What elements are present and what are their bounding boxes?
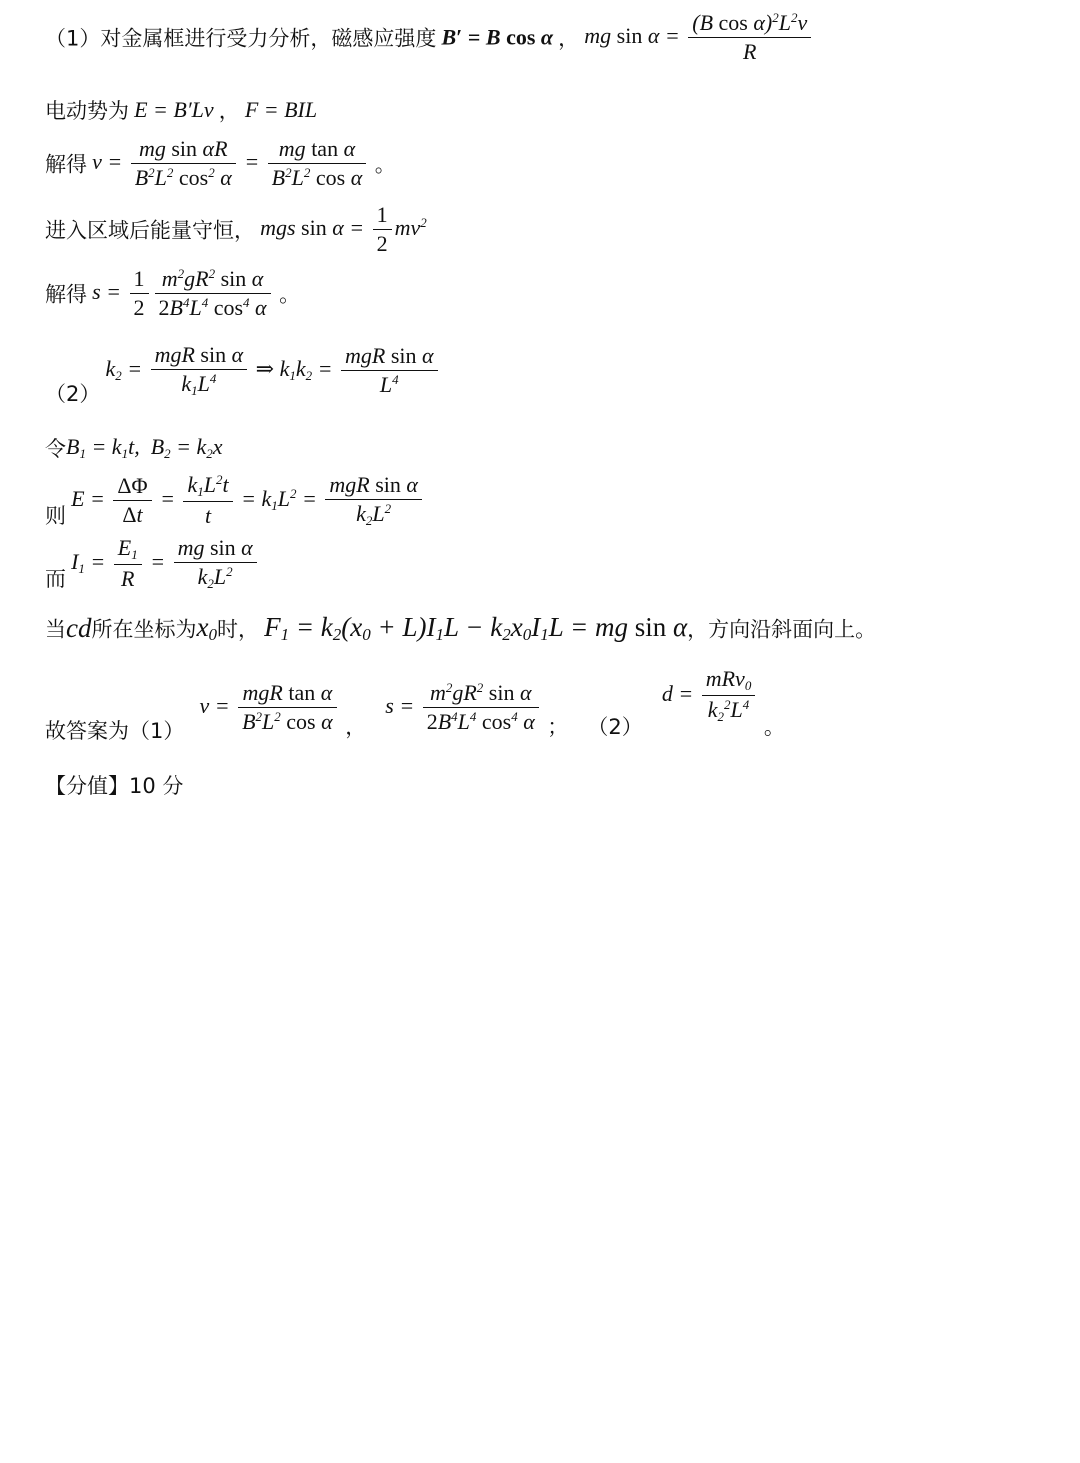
formula-k1k2: $k_2$ = $\frac{\text{mgR sin α}}{k_1L^4}$ ⇒ $k_1k_2$ = $\frac{\text{mgR sin α}}{L^4}$ — [105, 356, 440, 381]
when-text-2: 所在坐标为 — [91, 617, 197, 642]
part1-label: （1）对金属框进行受力分析，磁感应强度 — [45, 26, 437, 51]
var-x0: $x_0$ — [196, 612, 217, 644]
score-label: 【分值】10 分 — [45, 774, 184, 798]
comma-3: ， — [345, 714, 367, 739]
formula-velocity: v = $\frac{\text{mg sin αR}}{B^2L^2 \cos^2 \alpha}$ = $\frac{\text{mg tan α}}{B^2L^2 \cos \alpha}$ — [92, 149, 375, 174]
formula-energy: mgs sin α = $\frac{1}{2}$ $mv^2$ — [260, 202, 427, 256]
let-label: 令 — [45, 437, 66, 461]
formula-ampere-force: F = BIL — [244, 97, 318, 122]
line-part1-force-analysis — [45, 10, 814, 65]
var-cd: cd — [66, 613, 92, 643]
answer-part2-label: （2） — [587, 714, 643, 739]
solve-label: 解得 — [45, 152, 87, 177]
line-score — [45, 770, 183, 800]
formula-induced-emf: E = $\frac{\Delta\Phi}{\Delta t}$ = $\frac{k_1L^2t}{t}$ = $k_1L^2$ = $\frac{\text{mgR sin α}}{k_2L^2}$ — [71, 486, 425, 511]
answer-distance: s = $\frac{m^2gR^2 \sin \alpha}{2B^4L^4 \cos^4 \alpha}$ — [385, 693, 547, 718]
then-label: 则 — [45, 503, 66, 528]
period-3: 。 — [763, 714, 785, 739]
comma-1: ， — [558, 26, 580, 51]
answer-label: 故答案为（1） — [45, 718, 185, 743]
period-1: 。 — [374, 152, 396, 177]
direction-text: ，方向沿斜面向上。 — [687, 617, 877, 642]
line-part2 — [45, 342, 441, 406]
part2-label: （2） — [45, 381, 101, 406]
line-and-current — [45, 535, 260, 592]
and-label: 而 — [45, 566, 66, 591]
solve-label-2: 解得 — [45, 282, 87, 307]
period-2: 。 — [279, 282, 301, 307]
formula-b-prime: B′ = B cos α — [441, 24, 554, 50]
formula-current: $I_1$ = $\frac{E_1}{R}$ = $\frac{\text{mg sin α}}{k_2L^2}$ — [71, 549, 260, 574]
formula-fields: $B_1 = k_1t$, $B_2 = k_2x$ — [66, 434, 223, 461]
comma-2: ， — [218, 99, 240, 123]
line-solve-velocity — [45, 136, 396, 191]
line-energy — [45, 202, 427, 257]
formula-net-force: $F_1 = k_2(x_0 + L)I_1L - k_2x_0I_1L$ = mg sin α — [264, 612, 688, 644]
answer-velocity: v = $\frac{\text{mgR tan α}}{B^2L^2 \cos \alpha}$ — [199, 693, 345, 718]
when-text-3: 时， — [216, 617, 259, 642]
line-when-force — [45, 612, 876, 645]
line-emf — [45, 95, 317, 125]
answer-d: d = $\frac{mRv_0}{k_2^2L^4}$ — [662, 681, 764, 706]
line-answer — [45, 666, 785, 743]
line-solve-distance — [45, 266, 300, 321]
semicolon: ； — [547, 714, 569, 739]
energy-label: 进入区域后能量守恒， — [45, 218, 255, 243]
formula-emf: E = B′Lv — [134, 97, 214, 122]
when-text-1: 当 — [45, 617, 66, 642]
line-let — [45, 433, 223, 463]
emf-label: 电动势为 — [45, 99, 129, 123]
formula-distance: s = $\frac{1}{2}$ $\frac{m^2gR^2 \sin \alpha}{2B^4L^4 \cos^4 \alpha}$ — [92, 279, 279, 304]
formula-force-balance: mg sin α = $\frac{(B \cos \alpha)^2L^2v}{R}$ — [584, 23, 814, 48]
line-then-emf — [45, 472, 425, 529]
